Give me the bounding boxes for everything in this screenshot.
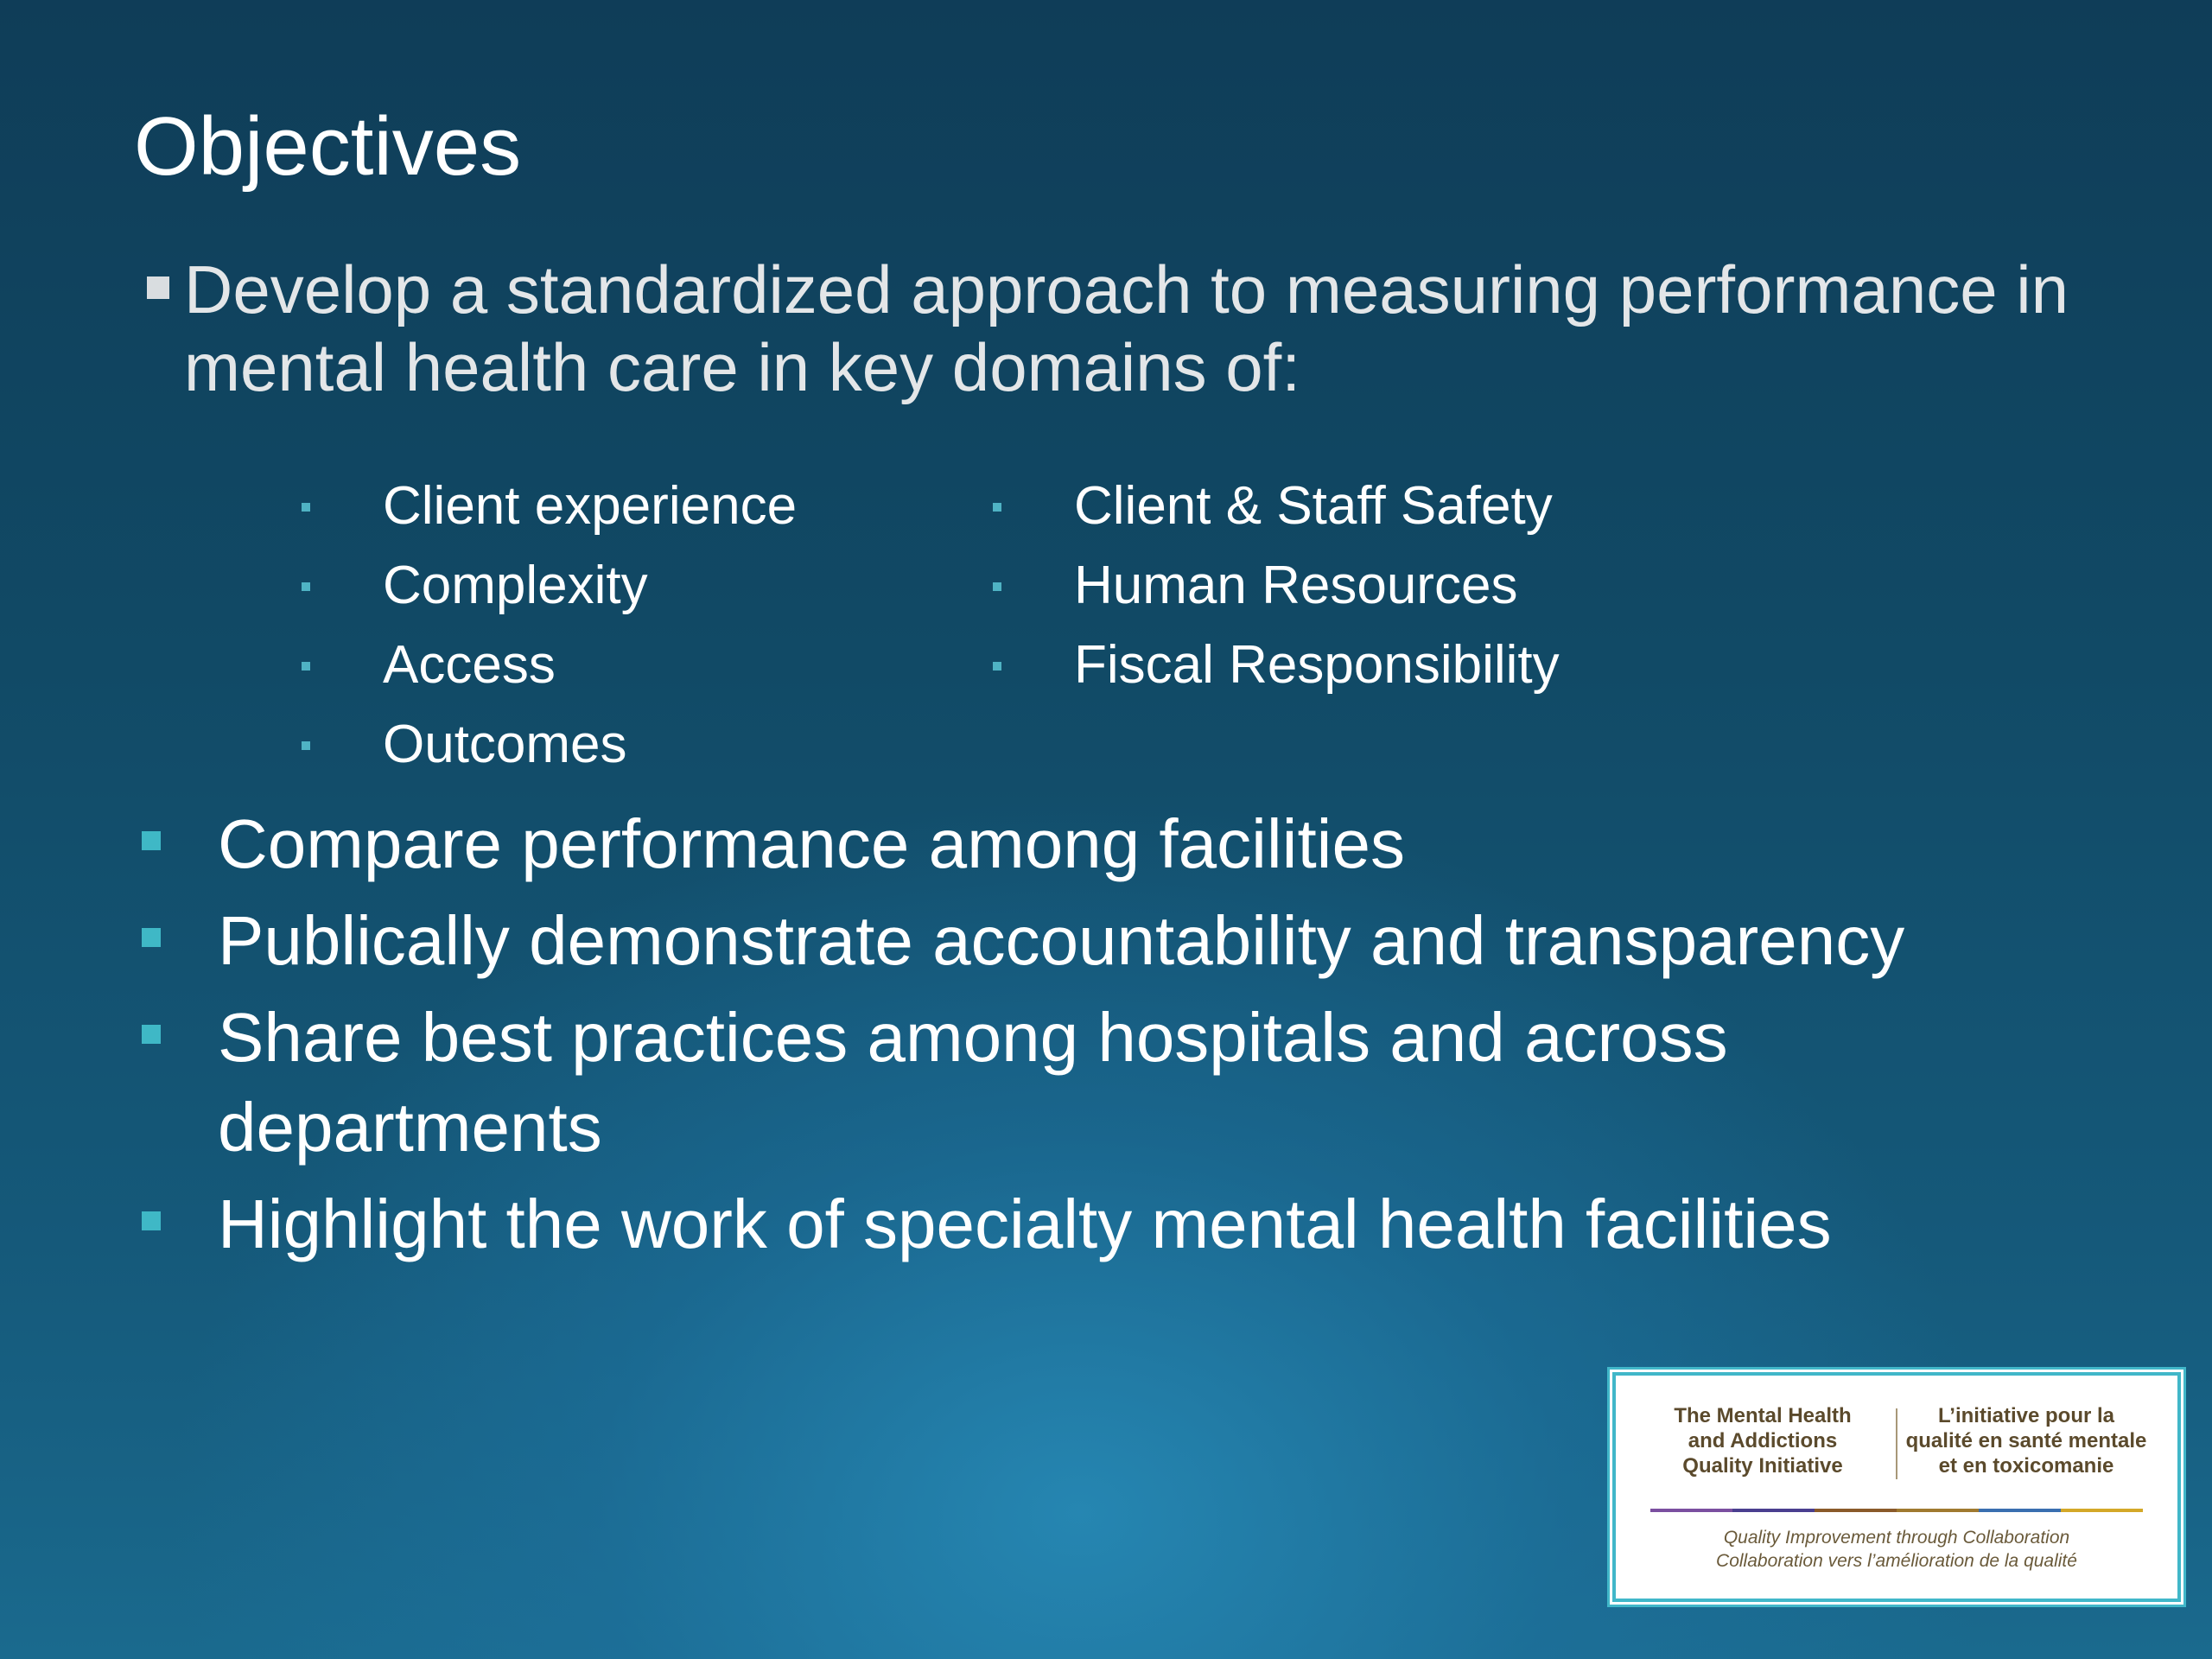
square-bullet-icon — [142, 928, 161, 947]
square-bullet-icon — [302, 741, 310, 750]
objective-bullet — [138, 896, 2126, 986]
logo-color-segment — [1979, 1509, 2061, 1512]
logo-color-segment — [1732, 1509, 1815, 1512]
square-bullet-icon — [142, 1211, 161, 1230]
objective-bullet — [138, 799, 2126, 889]
domain-label: Outcomes — [383, 715, 627, 774]
logo-color-segment — [1897, 1509, 1979, 1512]
logo-color-bar — [1650, 1509, 2143, 1512]
main-bullet-text: Develop a standardized approach to measuring performance in mental health care in key domains of: — [184, 251, 2069, 405]
domain-label: Complexity — [383, 556, 648, 615]
objective-bullet — [138, 1179, 2126, 1269]
square-bullet-icon — [142, 831, 161, 850]
square-bullet-icon — [993, 503, 1001, 512]
domain-label: Client experience — [383, 476, 798, 536]
objective-bullet — [138, 993, 2126, 1173]
square-bullet-icon — [302, 503, 310, 512]
objective-text: Share best practices among hospitals and across departments — [218, 999, 1728, 1166]
square-bullet-icon — [302, 582, 310, 591]
logo-color-segment — [1650, 1509, 1732, 1512]
logo-tagline: Quality Improvement through Collaboration Collaboration vers l’amélioration de la qualité — [1716, 1528, 2077, 1571]
logo-french-name: L’initiative pour la qualité en santé mentale et en toxicomanie — [1905, 1404, 2147, 1478]
domain-label: Fiscal Responsibility — [1074, 635, 1560, 695]
domain-label: Human Resources — [1074, 556, 1518, 615]
domain-label: Client & Staff Safety — [1074, 476, 1553, 536]
objective-text: Publically demonstrate accountability and transparency — [218, 902, 1905, 979]
objective-text: Compare performance among facilities — [218, 805, 1405, 882]
logo-english-name: The Mental Health and Addictions Quality Initiative — [1674, 1404, 1852, 1478]
square-bullet-icon — [142, 1025, 161, 1044]
square-bullet-icon — [993, 582, 1001, 591]
slide-title: Objectives — [134, 100, 522, 193]
initiative-logo — [1612, 1372, 2181, 1602]
square-bullet-icon — [302, 662, 310, 671]
objective-bullets — [138, 799, 2126, 1276]
objective-text: Highlight the work of specialty mental health facilities — [218, 1185, 1832, 1262]
square-bullet-icon — [147, 276, 169, 299]
logo-color-segment — [1815, 1509, 1897, 1512]
domain-label: Access — [383, 635, 556, 695]
logo-color-segment — [2061, 1509, 2143, 1512]
square-bullet-icon — [993, 662, 1001, 671]
